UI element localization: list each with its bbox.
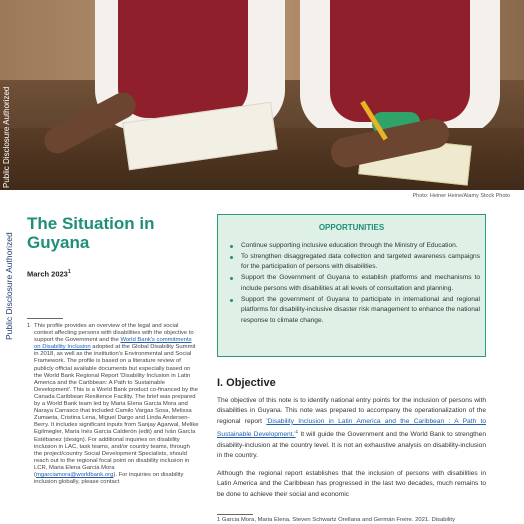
opportunities-box bbox=[217, 214, 486, 357]
objective-paragraph-2: Although the regional report establishes that the inclusion of persons with disabilities in Latin America and the Caribbean has progressed in the last two decades, much remains to be done to achieve their social and economic bbox=[217, 470, 486, 498]
opportunity-item: Continue supporting inclusive education through the Ministry of Education. bbox=[228, 241, 480, 251]
footnote-divider bbox=[27, 318, 63, 319]
opportunity-item: Support the government of Guyana to participate in international and regional platforms for disability-inclusive disaster risk management to enhance the national response to climate change. bbox=[228, 295, 480, 326]
footnote-left bbox=[27, 323, 199, 486]
opportunities-list bbox=[228, 241, 480, 327]
footnote-right-divider bbox=[217, 514, 253, 515]
disclosure-label: Public Disclosure Authorized bbox=[4, 232, 14, 340]
photo-caption: Photo: Heiner Heine/Alamy Stock Photo bbox=[412, 193, 510, 199]
objective-paragraph-1 bbox=[217, 396, 486, 462]
report-date-text: March 2023 bbox=[27, 269, 68, 279]
opportunities-heading: OPPORTUNITIES bbox=[318, 223, 385, 232]
footnote-text-b: adopted at the Global Disability Summit in 2018, as well as the institution's Environmental and Social Framework. The profile is based on a literature review of publicly official available documents but especially based on the World Bank Regional Report 'Disability Inclusion in Latin America and the Caribbean: A Path to Sustainable Development'. This is a World Bank product co-financed by the Canada Caribbean Resilience Facility. The brief was prepared by a World Bank team led by Maria Elena Garcia Mora and Naraya Carrasco that included Camilo Vargas Sosa, Melissa Zumaeta, Cristina Lena, Miguel Dargo and Linda Andersen-Berry. It includes significant inputs from Sanjay Agarwal, Melike Egilmegler, Maria Inés Garcia Calderón (edit) and Iván García Estébanez (design). For additional inquiries on disability inclusion in LAC, task teams, and/or country teams, through the project/country Social Development Specialists, should reach out to the regional focal point on disability inclusion in LCR, Maria Elena Garcia Mora ( bbox=[34, 344, 199, 478]
footnote-number: 1 bbox=[27, 323, 31, 329]
hero-photo bbox=[0, 0, 524, 190]
photo-student-right-uniform bbox=[330, 0, 470, 122]
regional-report-link[interactable]: 'Disability Inclusion in Latin America and the Caribbean : A Path to Sustainable Development.' bbox=[217, 417, 486, 439]
photo-student-left-uniform bbox=[118, 0, 248, 118]
footnote-right: 1 Garcia Mora, Maria Elena, Steven Schwartz Orellana and Germán Freire. 2021. Disability bbox=[217, 517, 456, 523]
opportunity-item: Support the Government of Guyana to establish platforms and mechanisms to include persons with disabilities at all levels of consultation and planning. bbox=[228, 273, 480, 294]
page-title: The Situation in Guyana bbox=[27, 214, 155, 252]
objective-text-a: The objective of this note is to identify national entry points for the inclusion of persons with disabilities in Guyana. This note was prepared to accompany the operationalization of the regional report bbox=[217, 397, 486, 425]
report-date bbox=[27, 269, 71, 279]
footnote-text-a: This profile provides an overview of the legal and social context affecting persons with disabilities with the objective to support the Government and the bbox=[34, 323, 194, 344]
footnote-body bbox=[34, 323, 199, 486]
footnote-link-commitments[interactable]: World Bank's commitments on Disability Inclusion bbox=[34, 337, 192, 351]
report-date-footnote-marker: 1 bbox=[67, 269, 71, 275]
objective-footnote-marker: 1 bbox=[295, 429, 299, 435]
objective-heading: I. Objective bbox=[217, 377, 276, 389]
footnote-email-link[interactable]: mgarciamora@worldbank.org bbox=[35, 471, 114, 478]
objective-text-b: It will guide the Government and the World Bank to strengthen disability-inclusion at the country level. It is not an exhaustive analysis on disability-inclusion in the country. bbox=[217, 431, 487, 460]
opportunity-item: To strengthen disaggregated data collection and targeted awareness campaigns for the participation of persons with disabilities. bbox=[228, 252, 480, 273]
footnote-text-c: ). For inquiries on disability inclusion globally, please contact bbox=[34, 471, 184, 486]
photo-disclosure-label: Public Disclosure Authorized bbox=[2, 86, 11, 188]
